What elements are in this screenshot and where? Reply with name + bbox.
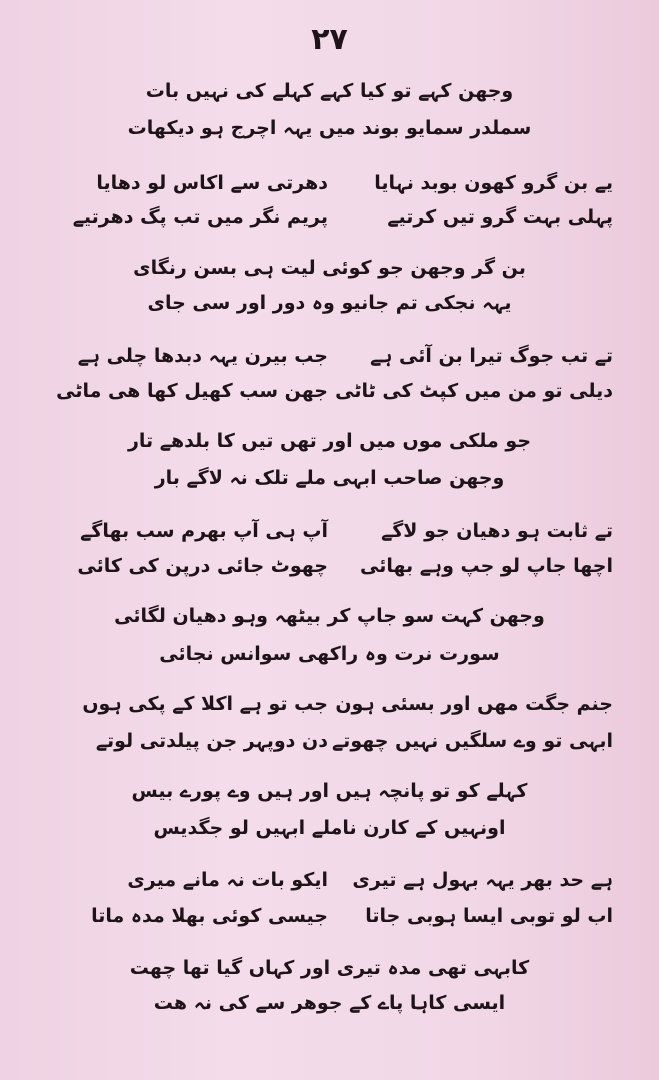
verse-line: وجھن کہے تو کیا کہے کہلے کی نہیں بات <box>145 80 514 102</box>
verse-line: کابہی تھی مدہ تیری اور کہاں گیا تھا چھت <box>129 957 530 979</box>
page-number: ۲۷ <box>311 22 348 57</box>
verse-line-right-half: یے بن گرو کھون بوبد نہایا <box>374 172 613 194</box>
verse-line: ایسی کاہا پاے کے جوھر سے کی نہ ھت <box>153 992 506 1014</box>
verse-line-right-half: ابہی تو وے سلگیں نہیں چھوتے <box>332 730 613 752</box>
verse-line-left-half: چھوٹ جائی درپن کی کائی <box>77 555 328 577</box>
verse-line: یہہ نجکی تم جانیو وہ دور اور سی جای <box>147 292 512 314</box>
verse-line-left-half: آپ ہی آپ بھرم سب بھاگے <box>80 520 328 542</box>
verse-line-left-half: دن دوپہر جن پیلدتی لوتے <box>95 730 328 752</box>
verse-line-right-half: جنم جگت مھں اور بسئی ہون <box>335 693 613 715</box>
verse-line: سملدر سمایو بوند میں یہہ اچرج ہو دیکھات <box>127 117 532 139</box>
verse-line-right-half: اچھا جاپ لو جپ وہے بھائی <box>360 555 613 577</box>
verse-line-left-half: ایکو بات نہ مانے میری <box>127 869 328 891</box>
verse-line: سورت نرت وہ راکھی سوانس نجائی <box>159 643 500 665</box>
verse-line: وجھن کہت سو جاپ کر بیٹھہ وہو دھیان لگائی <box>114 605 545 627</box>
verse-line-right-half: تے ثابت ہو دھیان جو لاگے <box>381 520 613 542</box>
verse-line-left-half: جب تو ہے اکلا کے پکی ہوں <box>82 693 328 715</box>
verse-line: کہلے کو تو پانچہ ہیں اور ہیں وے پورے بیس <box>131 780 528 802</box>
verse-line-right-half: پہلی بہت گرو تیں کرتیے <box>387 206 613 228</box>
verse-line: جو ملکی موں میں اور تھں تیں کا بلدھے تار <box>127 430 532 452</box>
verse-line-left-half: پریم نگر میں تب پگ دھرتیے <box>72 206 328 228</box>
verse-line: اونہیں کے کارن ناملے ابہیں لو جگدیس <box>153 817 506 839</box>
verse-line-left-half: جھن سب کھیل کھا ھی ماٹی <box>56 380 328 402</box>
verse-line-right-half: ہے حد بھر یہہ بہول ہے تیری <box>352 869 613 891</box>
verse-line: بن گر وجھن جو کوئی لیت ہی بسن رنگای <box>133 257 526 279</box>
verse-line-right-half: اب لو توبی ایسا ہوبی جاتا <box>365 905 613 927</box>
verse-line: وجھن صاحب ابہی ملے تلک نہ لاگے بار <box>154 467 505 489</box>
verse-line-left-half: جب بیرن یہہ دبدھا چلی ہے <box>77 345 328 367</box>
verse-line-right-half: دیلی تو من میں کپٹ کی ٹاٹی <box>335 380 613 402</box>
verse-line-left-half: دھرتی سے اکاس لو دھایا <box>96 172 328 194</box>
verse-line-right-half: تے تب جوگ تیرا بن آئی ہے <box>370 345 613 367</box>
verse-line-left-half: جیسی کوئی بھلا مدہ ماتا <box>91 905 328 927</box>
